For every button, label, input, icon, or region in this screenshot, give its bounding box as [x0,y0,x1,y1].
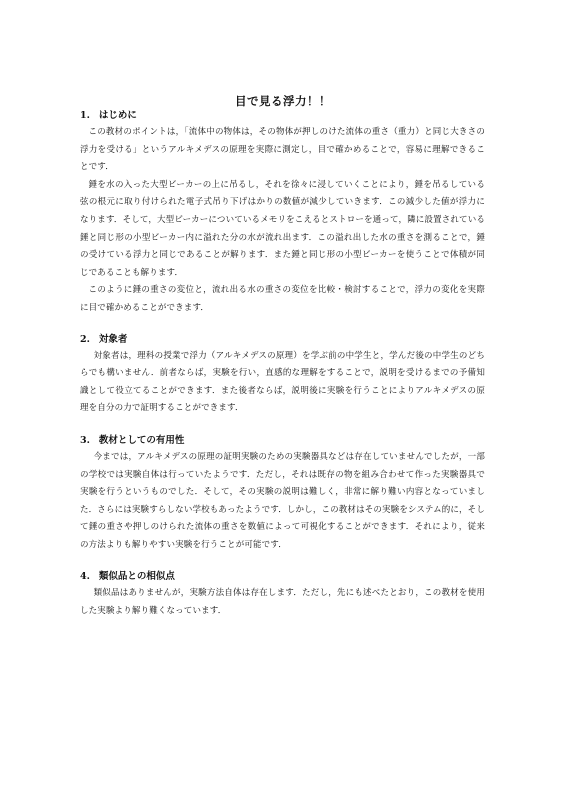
section-title: はじめに [98,110,137,121]
document-body [80,108,485,621]
section-similar-products [80,569,485,620]
paragraph: 錘を水の入った大型ビーカーの上に吊るし，それを徐々に浸していくことにより，錘を吊るしている弦の根元に取り付けられた電子式吊り下げはかりの数値が減少していきます．この減少した値が浮力になります．そして，大型ビーカーについているメモリをこえるとストローを通って，隣に設置されている錘と同じ形の小型ビーカー内に溢れた分の水が流れ出ます．この溢れ出した水の重さを測ることで，錘の受けている浮力と同じであることが解ります．また錘と同じ形の小型ビーカーを使うことで体積が同じであることも解ります． [80,179,485,278]
section-number: 1. [80,110,90,121]
section-target-audience [80,332,485,418]
section-usefulness [80,433,485,555]
section-title: 教材としての有用性 [98,434,185,446]
section-number: 2. [80,333,90,345]
paragraph: 類似品はありませんが，実験方法自体は存在します．ただし，先にも述べたとおり，この教材を使用した実験より解り難くなっています． [80,588,485,617]
section-number: 3. [80,434,90,446]
section-title: 類似品との相似点 [98,571,175,583]
section-title: 対象者 [98,333,128,345]
section-heading [80,569,485,585]
section-number: 4. [80,571,90,583]
paragraph: 対象者は，理科の授業で浮力（アルキメデスの原理）を学ぶ前の中学生と，学んだ後の中学生のどちらでも構いません．前者ならば，実験を行い，直感的な理解をすることで，説明を受けるまでの予備知識として役立てることができます．また後者ならば，説明後に実験を行うことによりアルキメデスの原理を自分の力で証明することができます． [80,350,485,414]
paragraph: このように錘の重さの変位と，流れ出る水の重さの変位を比較・検討することで，浮力の変化を実際に目で確かめることができます． [80,285,485,313]
section-heading [80,108,485,124]
section-spacer [80,554,485,569]
section-introduction [80,108,485,318]
paragraph: 今までは，アルキメデスの原理の証明実験のための実験器具などは存在していませんでしたが，一部の学校では実験自体は行っていたようです．ただし，それは既存の物を組み合わせて作った実験器具で実験を行うというものでした．そして，その実験の説明は難しく，非常に解り難い内容となっていました．さらには実験すらしない学校もあったようです．しかし，この教材はその実験をシステム的に，そして錘の重さや押しのけられた流体の重さを数値によって可視化することができます．それにより，従来の方法よりも解りやすい実験を行うことが可能です． [80,451,485,550]
section-heading [80,332,485,348]
paragraph: この教材のポイントは，「流体中の物体は，その物体が押しのけた流体の重さ（重力）と同じ大きさの浮力を受ける」というアルキメデスの原理を実際に測定し，目で確かめることで，容易に理解できることです． [80,127,485,173]
section-heading [80,433,485,449]
section-spacer [80,418,485,433]
document-title: 目で見る浮力！！ [235,94,331,108]
section-spacer [80,318,485,332]
